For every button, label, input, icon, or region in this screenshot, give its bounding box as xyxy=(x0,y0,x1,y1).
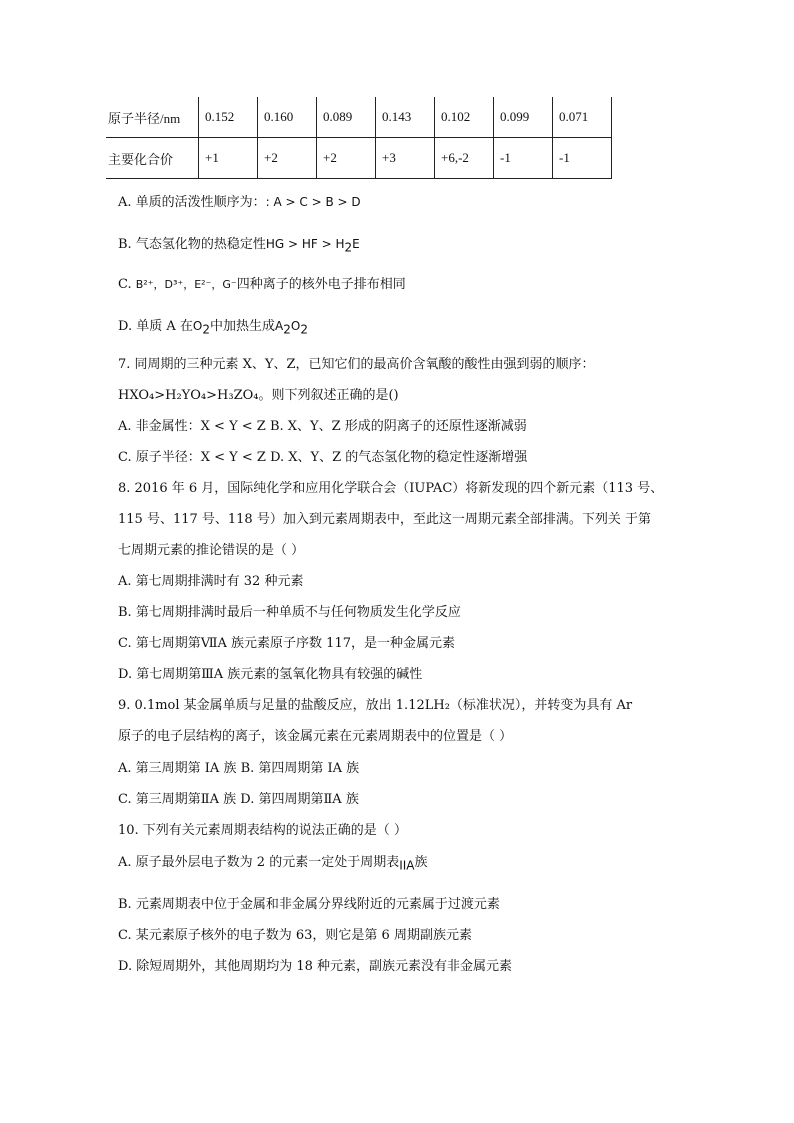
table-cell: +6,-2 xyxy=(435,138,494,179)
table-cell: 0.160 xyxy=(258,97,317,138)
q6-d-o2: O xyxy=(290,319,301,333)
q6-b-sub: 2 xyxy=(344,240,353,255)
table-cell: +3 xyxy=(376,138,435,179)
q10-option-c: C. 某元素原子核外的电子数为 63，则它是第 6 周期副族元素 xyxy=(118,928,472,943)
q9-options-ab: A. 第三周期第 IA 族 B. 第四周期第 IA 族 xyxy=(118,761,360,776)
table-row xyxy=(106,97,612,138)
table-cell: +1 xyxy=(199,138,258,179)
table-cell: 0.152 xyxy=(199,97,258,138)
table-cell: +2 xyxy=(258,138,317,179)
table-row xyxy=(106,138,612,179)
q10-a-text: A. 原子最外层电子数为 2 的元素一定处于周期表 xyxy=(118,855,400,870)
q6-b-text: B. 气态氢化物的热稳定性 xyxy=(118,237,266,252)
atomic-data-table xyxy=(106,97,612,179)
q6-option-a xyxy=(118,194,361,211)
q6-a-expr: : A > C > B > D xyxy=(265,195,361,209)
q8-stem-line3: 七周期元素的推论错误的是（ ） xyxy=(118,543,305,558)
table-cell: 0.099 xyxy=(494,97,553,138)
q8-option-d: D. 第七周期第ⅢA 族元素的氢氧化物具有较强的碱性 xyxy=(118,667,423,682)
q7-options-ab: A. 非金属性：X < Y < Z B. X、Y、Z 形成的阴离子的还原性逐渐减弱 xyxy=(118,419,527,434)
q6-b-end: E xyxy=(352,237,360,251)
q10-option-a xyxy=(118,855,428,874)
q8-option-a: A. 第七周期排满时有 32 种元素 xyxy=(118,574,304,589)
q6-d-mid: 中加热生成 xyxy=(209,319,275,334)
q9-options-cd: C. 第三周期第ⅡA 族 D. 第四周期第ⅡA 族 xyxy=(118,792,359,807)
q9-stem-line2: 原子的电子层结构的离子，该金属元素在元素周期表中的位置是（ ） xyxy=(118,729,513,744)
table-cell: -1 xyxy=(553,138,612,179)
q10-stem: 10. 下列有关元素周期表结构的说法正确的是（ ） xyxy=(118,823,407,838)
q6-c-ions: B²⁺，D³⁺，E²⁻，G⁻ xyxy=(135,278,237,291)
q6-d-sub3: 2 xyxy=(300,322,308,337)
q10-option-d: D. 除短周期外，其他周期均为 18 种元素，副族元素没有非金属元素 xyxy=(118,959,513,974)
table-cell: 0.089 xyxy=(317,97,376,138)
q7-stem-line1: 7. 同周期的三种元素 X、Y、Z，已知它们的最高价含氧酸的酸性由强到弱的顺序： xyxy=(118,357,595,372)
q10-a-end: 族 xyxy=(414,855,428,870)
q6-d-sub1: 2 xyxy=(202,322,210,337)
q6-c-prefix: C. xyxy=(118,277,136,292)
table-cell: 0.102 xyxy=(435,97,494,138)
q6-d-sub2: 2 xyxy=(283,322,291,337)
table-cell: +2 xyxy=(317,138,376,179)
q6-d-prefix: D. 单质 A 在 xyxy=(118,319,193,334)
table-cell: -1 xyxy=(494,138,553,179)
table-cell: 0.071 xyxy=(553,97,612,138)
q10-a-sub: IIA xyxy=(399,858,415,873)
q6-d-a: A xyxy=(275,319,284,333)
q7-stem-line2: HXO₄>H₂YO₄>H₃ZO₄。则下列叙述正确的是() xyxy=(118,388,399,403)
q6-option-b xyxy=(118,236,360,256)
table-cell: 0.143 xyxy=(376,97,435,138)
q6-b-expr: HG > HF > H xyxy=(265,237,345,251)
q6-option-c xyxy=(118,277,406,293)
q6-a-text: A. 单质的活泼性顺序为： xyxy=(118,195,266,210)
q8-stem-line2: 115 号、117 号、118 号）加入到元素周期表中，至此这一周期元素全部排满。下列关 于第 xyxy=(118,512,651,527)
q10-option-b: B. 元素周期表中位于金属和非金属分界线附近的元素属于过渡元素 xyxy=(118,897,500,912)
row-label-valence: 主要化合价 xyxy=(106,138,199,179)
q9-stem-line1: 9. 0.1mol 某金属单质与足量的盐酸反应，放出 1.12LH₂（标准状况），并转变为具有 Ar xyxy=(118,698,633,713)
q7-options-cd: C. 原子半径：X < Y < Z D. X、Y、Z 的气态氢化物的稳定性逐渐增强 xyxy=(118,450,528,465)
q8-option-b: B. 第七周期排满时最后一种单质不与任何物质发生化学反应 xyxy=(118,605,461,620)
q6-d-o: O xyxy=(192,319,203,333)
q6-c-text: 四种离子的核外电子排布相同 xyxy=(236,277,406,292)
row-label-radius: 原子半径/nm xyxy=(106,97,199,138)
q8-stem-line1: 8. 2016 年 6 月，国际纯化学和应用化学联合会（IUPAC）将新发现的四个新元素（113 号、 xyxy=(118,481,664,496)
q8-option-c: C. 第七周期第ⅦA 族元素原子序数 117，是一种金属元素 xyxy=(118,636,455,651)
q6-option-d xyxy=(118,318,308,338)
